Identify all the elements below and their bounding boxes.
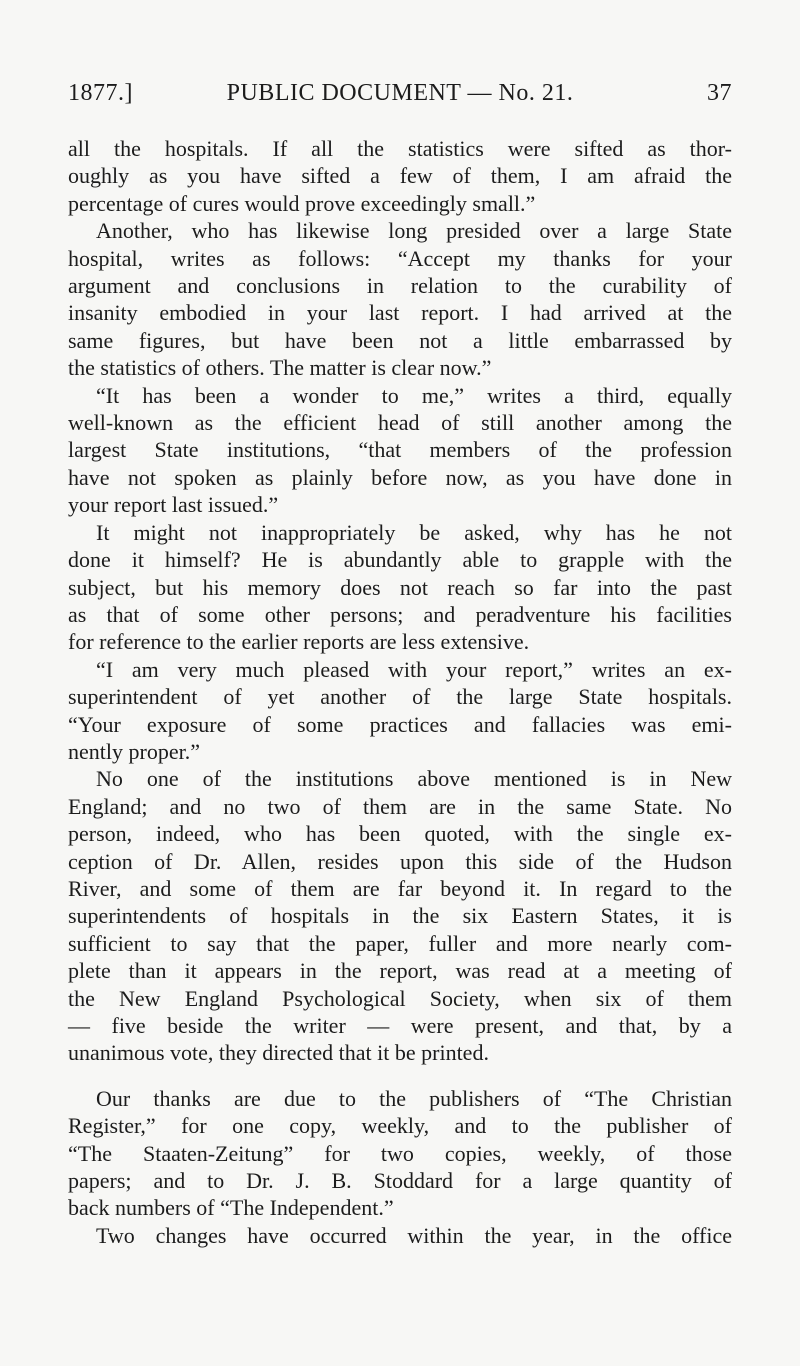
text-line: It might not inappropriately be asked, why has he not: [96, 519, 732, 545]
text-line: superintendent of yet another of the large State hospitals.: [68, 684, 732, 710]
text-line: have not spoken as plainly before now, as you have done in: [68, 464, 732, 490]
paragraph-8: [68, 1222, 732, 1249]
text-line: same figures, but have been not a little embarrassed by: [68, 327, 732, 353]
running-header: [68, 80, 732, 120]
text-line: the statistics of others. The matter is clear now.”: [68, 355, 492, 381]
text-line: insanity embodied in your last report. I had arrived at the: [68, 300, 732, 326]
text-line: person, indeed, who has been quoted, with the single ex-: [68, 821, 732, 847]
text-line: Another, who has likewise long presided over a large State: [96, 218, 732, 244]
paragraph-4: [68, 519, 732, 656]
text-line: your report last issued.”: [68, 492, 279, 518]
paragraph-5: [68, 656, 732, 766]
text-line: all the hospitals. If all the statistics were sifted as thor-: [68, 136, 732, 161]
text-line: River, and some of them are far beyond it. In regard to the: [68, 875, 732, 901]
text-line: largest State institutions, “that members of the profession: [68, 437, 732, 463]
header-title: PUBLIC DOCUMENT — No. 21.: [226, 80, 574, 106]
paragraph-2: [68, 217, 732, 381]
text-line: percentage of cures would prove exceedingly small.”: [68, 190, 536, 216]
text-line: done it himself? He is abundantly able to grapple with the: [68, 547, 732, 573]
text-line: hospital, writes as follows: “Accept my thanks for your: [68, 245, 732, 271]
paragraph-6: [68, 765, 732, 1066]
paragraph-3: [68, 382, 732, 519]
text-line: well-known as the efficient head of still another among the: [68, 410, 732, 436]
text-line: for reference to the earlier reports are less extensive.: [68, 629, 530, 655]
text-line: Two changes have occurred within the year, in the office: [96, 1222, 732, 1248]
text-line: argument and conclusions in relation to the curability of: [68, 273, 732, 299]
text-line: oughly as you have sifted a few of them, I am afraid the: [68, 163, 732, 189]
text-line: subject, but his memory does not reach so far into the past: [68, 574, 732, 600]
text-line: nently proper.”: [68, 738, 200, 764]
header-year: 1877.]: [68, 80, 133, 106]
text-line: plete than it appears in the report, was read at a meeting of: [68, 958, 732, 984]
text-line: papers; and to Dr. J. B. Stoddard for a large quantity of: [68, 1168, 732, 1194]
text-line: “Your exposure of some practices and fallacies was emi-: [68, 711, 732, 737]
text-line: ception of Dr. Allen, resides upon this side of the Hudson: [68, 848, 732, 874]
text-line: — five beside the writer — were present, and that, by a: [68, 1013, 732, 1038]
paragraph-7: [68, 1085, 732, 1222]
text-line: “It has been a wonder to me,” writes a third, equally: [96, 382, 732, 408]
text-line: the New England Psychological Society, when six of them: [68, 985, 732, 1011]
text-line: unanimous vote, they directed that it be printed.: [68, 1040, 489, 1066]
body-text: [68, 135, 732, 1249]
text-line: as that of some other persons; and peradventure his facilities: [68, 601, 732, 627]
text-line: “The Staaten-Zeitung” for two copies, weekly, of those: [68, 1140, 732, 1166]
text-line: England; and no two of them are in the same State. No: [68, 793, 732, 819]
text-line: Our thanks are due to the publishers of “The Christian: [96, 1085, 732, 1111]
text-line: Register,” for one copy, weekly, and to the publisher of: [68, 1113, 732, 1139]
text-line: superintendents of hospitals in the six Eastern States, it is: [68, 903, 732, 929]
text-line: “I am very much pleased with your report,” writes an ex-: [96, 656, 732, 682]
text-line: back numbers of “The Independent.”: [68, 1195, 394, 1221]
paragraph-1: [68, 135, 732, 217]
text-line: sufficient to say that the paper, fuller and more nearly com-: [68, 930, 732, 956]
page-number: 37: [707, 80, 732, 106]
text-line: No one of the institutions above mentioned is in New: [96, 766, 732, 792]
